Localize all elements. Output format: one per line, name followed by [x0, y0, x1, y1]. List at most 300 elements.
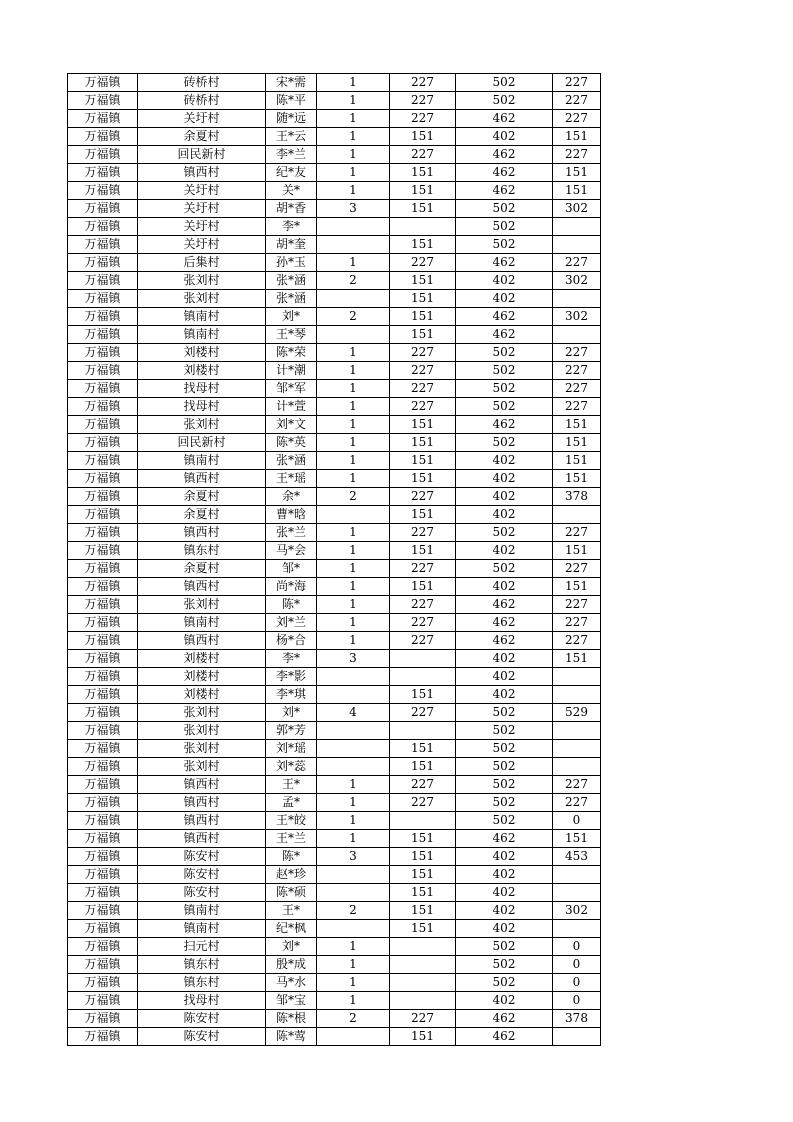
table-row [68, 488, 601, 506]
name-cell: 张*涵 [266, 452, 317, 470]
name-cell: 赵*珍 [266, 866, 317, 884]
town-cell: 万福镇 [68, 776, 138, 794]
name-cell: 王*云 [266, 128, 317, 146]
total-cell: 151 [553, 830, 601, 848]
data-table [67, 73, 601, 1046]
count-cell [317, 758, 390, 776]
amount-a-cell: 227 [390, 488, 456, 506]
village-cell: 陈安村 [138, 1010, 266, 1028]
amount-a-cell: 227 [390, 524, 456, 542]
amount-b-cell: 402 [456, 578, 553, 596]
village-cell: 张刘村 [138, 722, 266, 740]
count-cell: 1 [317, 524, 390, 542]
name-cell: 张*涵 [266, 272, 317, 290]
name-cell: 李*琪 [266, 686, 317, 704]
amount-b-cell: 462 [456, 308, 553, 326]
total-cell: 0 [553, 938, 601, 956]
total-cell: 0 [553, 956, 601, 974]
name-cell: 王* [266, 902, 317, 920]
village-cell: 回民新村 [138, 434, 266, 452]
table-row [68, 452, 601, 470]
total-cell: 151 [553, 452, 601, 470]
amount-b-cell: 462 [456, 596, 553, 614]
amount-b-cell: 462 [456, 110, 553, 128]
village-cell: 关圩村 [138, 110, 266, 128]
village-cell: 张刘村 [138, 416, 266, 434]
count-cell: 1 [317, 146, 390, 164]
village-cell: 镇东村 [138, 542, 266, 560]
amount-b-cell: 502 [456, 956, 553, 974]
town-cell: 万福镇 [68, 1028, 138, 1046]
total-cell: 227 [553, 92, 601, 110]
village-cell: 余夏村 [138, 128, 266, 146]
amount-b-cell: 462 [456, 146, 553, 164]
table-row [68, 380, 601, 398]
total-cell: 151 [553, 578, 601, 596]
amount-b-cell: 462 [456, 632, 553, 650]
town-cell: 万福镇 [68, 290, 138, 308]
village-cell: 镇南村 [138, 452, 266, 470]
amount-b-cell: 502 [456, 794, 553, 812]
name-cell: 宋*需 [266, 74, 317, 92]
amount-a-cell: 227 [390, 146, 456, 164]
table-row [68, 920, 601, 938]
village-cell: 陈安村 [138, 848, 266, 866]
table-row [68, 416, 601, 434]
amount-b-cell: 502 [456, 380, 553, 398]
table-row [68, 668, 601, 686]
total-cell: 151 [553, 470, 601, 488]
town-cell: 万福镇 [68, 254, 138, 272]
amount-a-cell: 151 [390, 830, 456, 848]
amount-a-cell: 151 [390, 1028, 456, 1046]
table-row [68, 1010, 601, 1028]
town-cell: 万福镇 [68, 578, 138, 596]
town-cell: 万福镇 [68, 164, 138, 182]
town-cell: 万福镇 [68, 614, 138, 632]
count-cell: 1 [317, 812, 390, 830]
table-row [68, 722, 601, 740]
name-cell: 陈*英 [266, 434, 317, 452]
town-cell: 万福镇 [68, 470, 138, 488]
name-cell: 刘*蕊 [266, 758, 317, 776]
table-row [68, 398, 601, 416]
count-cell: 1 [317, 452, 390, 470]
name-cell: 孙*玉 [266, 254, 317, 272]
village-cell: 张刘村 [138, 740, 266, 758]
amount-b-cell: 462 [456, 182, 553, 200]
name-cell: 王*兰 [266, 830, 317, 848]
name-cell: 陈*荣 [266, 344, 317, 362]
amount-b-cell: 462 [456, 416, 553, 434]
village-cell: 张刘村 [138, 758, 266, 776]
amount-b-cell: 502 [456, 434, 553, 452]
amount-a-cell: 227 [390, 632, 456, 650]
count-cell: 1 [317, 182, 390, 200]
name-cell: 王*皎 [266, 812, 317, 830]
amount-b-cell: 502 [456, 938, 553, 956]
amount-a-cell: 227 [390, 776, 456, 794]
count-cell [317, 668, 390, 686]
total-cell [553, 218, 601, 236]
amount-b-cell: 402 [456, 848, 553, 866]
total-cell: 378 [553, 1010, 601, 1028]
name-cell: 陈*平 [266, 92, 317, 110]
count-cell [317, 1028, 390, 1046]
amount-b-cell: 502 [456, 740, 553, 758]
table-row [68, 146, 601, 164]
count-cell: 1 [317, 614, 390, 632]
count-cell: 3 [317, 200, 390, 218]
count-cell: 1 [317, 560, 390, 578]
table-row [68, 578, 601, 596]
village-cell: 砖桥村 [138, 92, 266, 110]
amount-a-cell: 151 [390, 290, 456, 308]
name-cell: 陈* [266, 848, 317, 866]
town-cell: 万福镇 [68, 884, 138, 902]
amount-a-cell: 151 [390, 506, 456, 524]
amount-b-cell: 402 [456, 290, 553, 308]
amount-a-cell [390, 218, 456, 236]
amount-a-cell: 151 [390, 866, 456, 884]
name-cell: 胡*奎 [266, 236, 317, 254]
amount-a-cell: 227 [390, 380, 456, 398]
amount-b-cell: 502 [456, 974, 553, 992]
name-cell: 张*兰 [266, 524, 317, 542]
count-cell: 1 [317, 776, 390, 794]
table-row [68, 236, 601, 254]
total-cell [553, 326, 601, 344]
table-row [68, 308, 601, 326]
village-cell: 张刘村 [138, 704, 266, 722]
table-row [68, 614, 601, 632]
table-row [68, 182, 601, 200]
town-cell: 万福镇 [68, 542, 138, 560]
name-cell: 刘*文 [266, 416, 317, 434]
amount-b-cell: 502 [456, 776, 553, 794]
table-row [68, 272, 601, 290]
amount-a-cell: 227 [390, 398, 456, 416]
amount-a-cell [390, 938, 456, 956]
amount-a-cell: 151 [390, 686, 456, 704]
amount-b-cell: 462 [456, 614, 553, 632]
amount-a-cell [390, 650, 456, 668]
name-cell: 孟* [266, 794, 317, 812]
table-row [68, 704, 601, 722]
count-cell [317, 506, 390, 524]
amount-b-cell: 502 [456, 758, 553, 776]
amount-a-cell: 227 [390, 92, 456, 110]
town-cell: 万福镇 [68, 488, 138, 506]
name-cell: 陈*莺 [266, 1028, 317, 1046]
count-cell: 1 [317, 956, 390, 974]
town-cell: 万福镇 [68, 182, 138, 200]
total-cell: 227 [553, 560, 601, 578]
table-row [68, 506, 601, 524]
village-cell: 刘楼村 [138, 362, 266, 380]
count-cell [317, 290, 390, 308]
total-cell [553, 686, 601, 704]
name-cell: 曹*晗 [266, 506, 317, 524]
count-cell [317, 722, 390, 740]
count-cell [317, 866, 390, 884]
town-cell: 万福镇 [68, 74, 138, 92]
total-cell [553, 884, 601, 902]
amount-b-cell: 462 [456, 326, 553, 344]
village-cell: 镇西村 [138, 830, 266, 848]
amount-a-cell: 151 [390, 470, 456, 488]
village-cell: 刘楼村 [138, 668, 266, 686]
table-row [68, 344, 601, 362]
total-cell: 227 [553, 524, 601, 542]
name-cell: 陈*硕 [266, 884, 317, 902]
amount-b-cell: 402 [456, 650, 553, 668]
village-cell: 砖桥村 [138, 74, 266, 92]
village-cell: 关圩村 [138, 236, 266, 254]
amount-a-cell: 227 [390, 794, 456, 812]
amount-b-cell: 402 [456, 866, 553, 884]
town-cell: 万福镇 [68, 1010, 138, 1028]
name-cell: 邹*军 [266, 380, 317, 398]
amount-a-cell: 151 [390, 452, 456, 470]
village-cell: 镇南村 [138, 902, 266, 920]
table-row [68, 542, 601, 560]
total-cell: 227 [553, 362, 601, 380]
amount-b-cell: 502 [456, 344, 553, 362]
total-cell [553, 290, 601, 308]
total-cell: 227 [553, 776, 601, 794]
total-cell: 227 [553, 254, 601, 272]
town-cell: 万福镇 [68, 344, 138, 362]
count-cell [317, 884, 390, 902]
amount-b-cell: 462 [456, 164, 553, 182]
count-cell [317, 740, 390, 758]
town-cell: 万福镇 [68, 218, 138, 236]
amount-b-cell: 402 [456, 992, 553, 1010]
total-cell: 302 [553, 308, 601, 326]
table-row [68, 740, 601, 758]
amount-a-cell: 151 [390, 236, 456, 254]
name-cell: 刘*瑶 [266, 740, 317, 758]
count-cell: 1 [317, 74, 390, 92]
amount-a-cell: 151 [390, 542, 456, 560]
amount-b-cell: 502 [456, 722, 553, 740]
table-row [68, 758, 601, 776]
amount-a-cell: 151 [390, 416, 456, 434]
amount-b-cell: 502 [456, 812, 553, 830]
table-body [68, 74, 601, 1046]
count-cell [317, 218, 390, 236]
town-cell: 万福镇 [68, 272, 138, 290]
village-cell: 找母村 [138, 398, 266, 416]
total-cell [553, 506, 601, 524]
table-row [68, 290, 601, 308]
amount-b-cell: 402 [456, 902, 553, 920]
name-cell: 郭*芳 [266, 722, 317, 740]
amount-b-cell: 502 [456, 200, 553, 218]
count-cell: 1 [317, 542, 390, 560]
village-cell: 刘楼村 [138, 686, 266, 704]
village-cell: 镇西村 [138, 470, 266, 488]
town-cell: 万福镇 [68, 902, 138, 920]
total-cell: 227 [553, 398, 601, 416]
amount-a-cell: 151 [390, 308, 456, 326]
count-cell: 1 [317, 434, 390, 452]
town-cell: 万福镇 [68, 830, 138, 848]
total-cell: 302 [553, 200, 601, 218]
amount-a-cell: 151 [390, 848, 456, 866]
village-cell: 张刘村 [138, 272, 266, 290]
amount-b-cell: 502 [456, 218, 553, 236]
town-cell: 万福镇 [68, 974, 138, 992]
town-cell: 万福镇 [68, 956, 138, 974]
town-cell: 万福镇 [68, 938, 138, 956]
table-row [68, 812, 601, 830]
table-row [68, 974, 601, 992]
name-cell: 陈*根 [266, 1010, 317, 1028]
table-row [68, 830, 601, 848]
amount-a-cell: 151 [390, 920, 456, 938]
count-cell [317, 326, 390, 344]
name-cell: 纪*枫 [266, 920, 317, 938]
village-cell: 陈安村 [138, 866, 266, 884]
amount-b-cell: 462 [456, 1028, 553, 1046]
count-cell: 1 [317, 470, 390, 488]
amount-a-cell: 151 [390, 272, 456, 290]
count-cell [317, 236, 390, 254]
count-cell: 3 [317, 650, 390, 668]
total-cell: 227 [553, 146, 601, 164]
village-cell: 找母村 [138, 380, 266, 398]
amount-a-cell: 227 [390, 704, 456, 722]
total-cell: 529 [553, 704, 601, 722]
name-cell: 随*远 [266, 110, 317, 128]
table-row [68, 434, 601, 452]
table-row [68, 254, 601, 272]
total-cell [553, 740, 601, 758]
amount-a-cell: 227 [390, 1010, 456, 1028]
total-cell: 151 [553, 416, 601, 434]
amount-b-cell: 402 [456, 920, 553, 938]
amount-b-cell: 462 [456, 1010, 553, 1028]
name-cell: 邹*宝 [266, 992, 317, 1010]
count-cell: 1 [317, 398, 390, 416]
town-cell: 万福镇 [68, 740, 138, 758]
town-cell: 万福镇 [68, 92, 138, 110]
count-cell: 2 [317, 1010, 390, 1028]
total-cell: 302 [553, 272, 601, 290]
village-cell: 回民新村 [138, 146, 266, 164]
count-cell: 2 [317, 272, 390, 290]
total-cell: 151 [553, 128, 601, 146]
village-cell: 镇西村 [138, 632, 266, 650]
total-cell [553, 866, 601, 884]
table-row [68, 560, 601, 578]
table-row [68, 200, 601, 218]
town-cell: 万福镇 [68, 524, 138, 542]
village-cell: 镇西村 [138, 776, 266, 794]
town-cell: 万福镇 [68, 596, 138, 614]
amount-a-cell: 227 [390, 614, 456, 632]
total-cell [553, 1028, 601, 1046]
amount-a-cell [390, 974, 456, 992]
total-cell: 227 [553, 344, 601, 362]
town-cell: 万福镇 [68, 398, 138, 416]
count-cell: 1 [317, 794, 390, 812]
village-cell: 刘楼村 [138, 344, 266, 362]
count-cell: 1 [317, 578, 390, 596]
total-cell: 151 [553, 182, 601, 200]
table-row [68, 650, 601, 668]
total-cell: 151 [553, 434, 601, 452]
total-cell: 227 [553, 74, 601, 92]
amount-a-cell: 227 [390, 560, 456, 578]
town-cell: 万福镇 [68, 560, 138, 578]
count-cell: 1 [317, 362, 390, 380]
village-cell: 镇南村 [138, 326, 266, 344]
table-row [68, 938, 601, 956]
amount-a-cell: 227 [390, 362, 456, 380]
amount-a-cell: 227 [390, 74, 456, 92]
count-cell: 2 [317, 308, 390, 326]
name-cell: 胡*香 [266, 200, 317, 218]
town-cell: 万福镇 [68, 326, 138, 344]
village-cell: 关圩村 [138, 218, 266, 236]
name-cell: 马*水 [266, 974, 317, 992]
total-cell [553, 758, 601, 776]
village-cell: 镇西村 [138, 524, 266, 542]
count-cell: 1 [317, 830, 390, 848]
village-cell: 陈安村 [138, 884, 266, 902]
count-cell: 1 [317, 992, 390, 1010]
amount-a-cell [390, 992, 456, 1010]
name-cell: 纪*友 [266, 164, 317, 182]
amount-b-cell: 502 [456, 398, 553, 416]
table-row [68, 92, 601, 110]
amount-a-cell [390, 956, 456, 974]
count-cell: 4 [317, 704, 390, 722]
town-cell: 万福镇 [68, 992, 138, 1010]
village-cell: 张刘村 [138, 290, 266, 308]
amount-b-cell: 402 [456, 488, 553, 506]
town-cell: 万福镇 [68, 758, 138, 776]
name-cell: 计*潮 [266, 362, 317, 380]
amount-b-cell: 402 [456, 884, 553, 902]
name-cell: 张*涵 [266, 290, 317, 308]
town-cell: 万福镇 [68, 452, 138, 470]
count-cell: 3 [317, 848, 390, 866]
amount-a-cell: 151 [390, 884, 456, 902]
name-cell: 李* [266, 650, 317, 668]
name-cell: 刘* [266, 938, 317, 956]
amount-b-cell: 402 [456, 686, 553, 704]
total-cell [553, 668, 601, 686]
town-cell: 万福镇 [68, 506, 138, 524]
name-cell: 李* [266, 218, 317, 236]
name-cell: 计*萱 [266, 398, 317, 416]
amount-a-cell: 151 [390, 200, 456, 218]
amount-a-cell: 151 [390, 578, 456, 596]
town-cell: 万福镇 [68, 110, 138, 128]
amount-a-cell: 151 [390, 740, 456, 758]
amount-a-cell: 227 [390, 596, 456, 614]
table-row [68, 884, 601, 902]
table-row [68, 74, 601, 92]
village-cell: 关圩村 [138, 182, 266, 200]
table-row [68, 110, 601, 128]
village-cell: 刘楼村 [138, 650, 266, 668]
village-cell: 张刘村 [138, 596, 266, 614]
